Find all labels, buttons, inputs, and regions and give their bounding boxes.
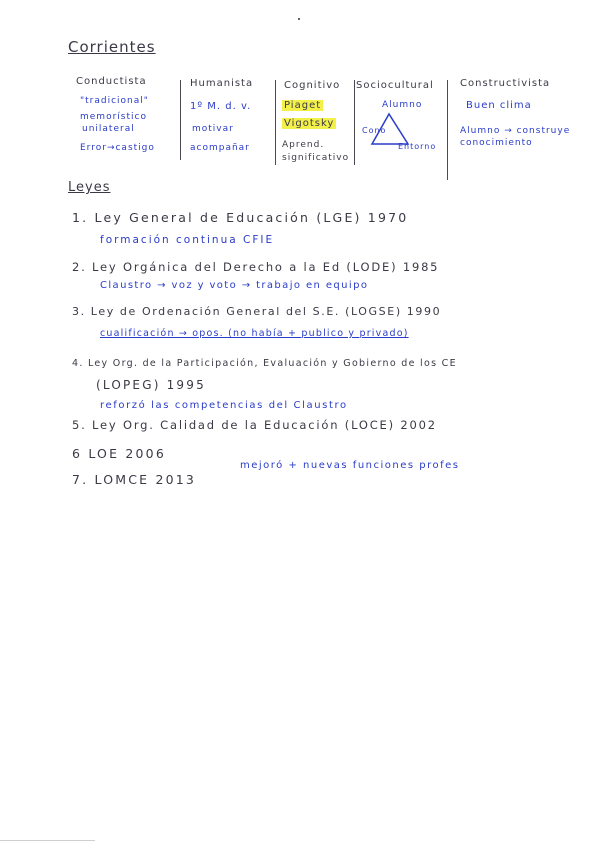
law-note: Claustro → voz y voto → trabajo en equipo [100, 280, 369, 291]
law-item: 7. LOMCE 2013 [72, 472, 197, 487]
law-note: reforzó las competencias del Claustro [100, 400, 348, 411]
law-item: 4. Ley Org. de la Participación, Evaluación y Gobierno de los CE [72, 358, 457, 369]
column-line: "tradicional" [80, 96, 149, 106]
triangle-label-entorno: Entorno [398, 142, 437, 151]
column-divider [354, 80, 355, 165]
law-item: 2. Ley Orgánica del Derecho a la Ed (LODE) 1985 [72, 260, 440, 274]
page-mark [298, 18, 300, 20]
leyes-heading: Leyes [68, 180, 111, 195]
law-item: 1. Ley General de Educación (LGE) 1970 [72, 210, 409, 225]
law-item: 6 LOE 2006 [72, 446, 166, 461]
law-item-continuation: (LOPEG) 1995 [96, 378, 206, 392]
column-title-constructivista: Constructivista [460, 78, 551, 89]
column-title-cognitivo: Cognitivo [284, 80, 341, 91]
triangle-label-alumno: Alumno [382, 100, 423, 110]
law-note: formación continua CFIE [100, 234, 275, 246]
column-line-highlighted: Vigotsky [284, 118, 335, 129]
column-line: Alumno → construye [460, 126, 571, 136]
column-line: Buen clima [466, 100, 532, 111]
column-line: acompañar [190, 143, 250, 153]
triangle-label-cono: Cono [362, 126, 387, 135]
column-line: unilateral [82, 124, 135, 134]
column-title-humanista: Humanista [190, 78, 254, 89]
law-item: 3. Ley de Ordenación General del S.E. (LOGSE) 1990 [72, 305, 442, 318]
column-line: motivar [192, 124, 234, 134]
triangle-diagram-icon [364, 110, 414, 150]
bottom-rule [0, 840, 95, 841]
side-note: mejoró + nuevas funciones profes [240, 460, 460, 471]
column-line-highlighted: Piaget [284, 100, 322, 111]
column-divider [275, 80, 276, 165]
column-line: memorístico [80, 112, 147, 122]
column-divider [180, 80, 181, 160]
corrientes-heading: Corrientes [68, 38, 156, 56]
column-line: Aprend. [282, 140, 325, 150]
column-title-sociocultural: Sociocultural [356, 80, 434, 91]
column-line: significativo [282, 153, 350, 163]
law-note: cualificación → opos. (no había + publico y privado) [100, 328, 409, 339]
law-item: 5. Ley Org. Calidad de la Educación (LOCE) 2002 [72, 418, 437, 432]
column-line: Error→castigo [80, 143, 155, 153]
column-divider [447, 80, 448, 180]
column-line: 1º M. d. v. [190, 101, 252, 112]
column-line: conocimiento [460, 138, 533, 148]
column-title-conductista: Conductista [76, 76, 147, 87]
